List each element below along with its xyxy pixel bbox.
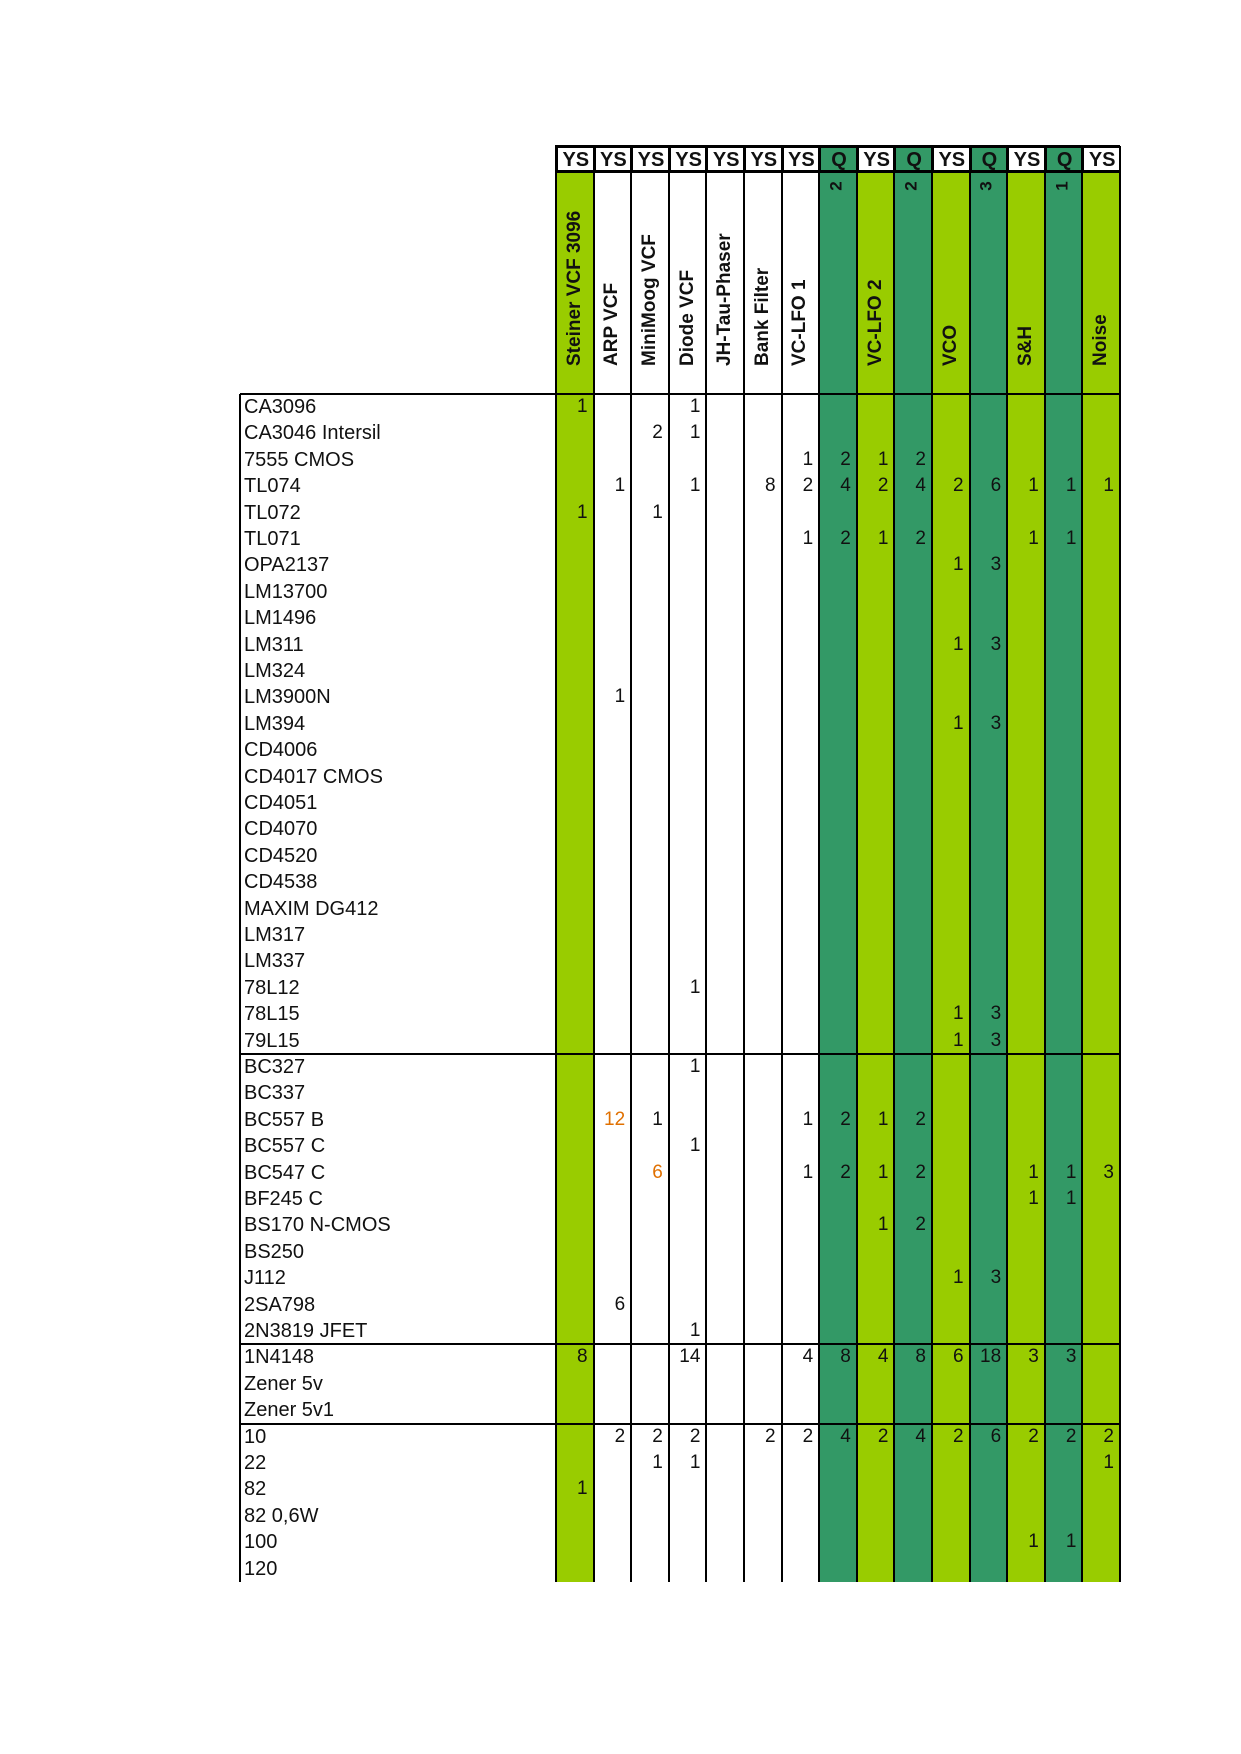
quantity-value: 1 — [652, 1452, 663, 1473]
component-label: LM1496 — [244, 607, 317, 630]
quantity-value: 2 — [915, 1161, 926, 1183]
quantity-value: 2 — [953, 1425, 964, 1447]
header-code-bottom-border — [555, 171, 1120, 173]
quantity-value: 1 — [1028, 1188, 1039, 1209]
component-label: LM394 — [244, 712, 306, 735]
quantity-value: 1 — [802, 1161, 814, 1183]
quantity-value: 6 — [953, 1346, 964, 1368]
quantity-value: 14 — [679, 1346, 701, 1368]
column-qty-label — [1052, 176, 1072, 196]
quantity-value: 2 — [802, 1425, 814, 1447]
column-name-cell — [631, 172, 669, 394]
component-label: LM3900N — [244, 686, 331, 709]
component-label: CD4051 — [244, 792, 318, 814]
column-name-cell — [594, 172, 632, 394]
column-name-label: ARP VCF — [601, 282, 623, 366]
quantity-value: 2 — [915, 1214, 926, 1236]
component-label: LM13700 — [244, 580, 328, 603]
component-label: 22 — [244, 1452, 267, 1474]
column-code-cell: YS — [1007, 146, 1045, 172]
quantity-value: 8 — [577, 1346, 588, 1368]
column-name-label: Noise — [1090, 314, 1112, 366]
quantity-value: 2 — [614, 1425, 626, 1447]
table-right-border — [1119, 146, 1121, 1582]
quantity-value: 4 — [915, 475, 926, 497]
component-label: 82 — [244, 1478, 267, 1501]
component-label: MAXIM DG412 — [244, 897, 379, 920]
column-name-label: Bank Filter — [751, 267, 773, 366]
quantity-value: 1 — [689, 396, 701, 417]
quantity-value: 1 — [877, 528, 889, 549]
quantity-value: 1 — [877, 1161, 889, 1183]
component-label: BS250 — [244, 1240, 305, 1263]
column-code-cell: Q — [970, 146, 1008, 172]
quantity-value: 6 — [990, 475, 1002, 497]
column-code-cell: YS — [556, 146, 594, 172]
quantity-value: 1 — [1028, 1531, 1039, 1553]
quantity-value: 1 — [652, 1108, 663, 1130]
quantity-value: 6 — [990, 1425, 1002, 1447]
quantity-value: 1 — [652, 501, 663, 523]
quantity-value: 1 — [1065, 1531, 1077, 1553]
quantity-value: 6 — [652, 1161, 663, 1183]
column-name-label: VCO — [939, 324, 961, 366]
quantity-value: 1 — [577, 501, 588, 523]
column-qty-value: 2 — [901, 181, 921, 191]
quantity-value: 3 — [1028, 1346, 1039, 1368]
quantity-value: 4 — [840, 1425, 851, 1447]
column-divider — [630, 146, 632, 1582]
column-code-cell: Q — [819, 146, 857, 172]
component-label: CA3046 Intersil — [244, 422, 381, 445]
component-label: BC557 B — [244, 1108, 325, 1131]
quantity-value: 3 — [990, 633, 1002, 655]
quantity-value: 8 — [840, 1346, 851, 1368]
column-name-cell — [1007, 172, 1045, 394]
quantity-value: 1 — [577, 1478, 588, 1500]
quantity-value: 1 — [1103, 475, 1114, 497]
column-name-label: JH-Tau-Phaser — [714, 233, 736, 366]
quantity-value: 2 — [953, 475, 964, 497]
column-name-cell — [706, 172, 744, 394]
column-code-cell: YS — [932, 146, 970, 172]
column-name-cell — [894, 172, 932, 394]
component-label: 10 — [244, 1425, 267, 1448]
quantity-value: 2 — [915, 528, 926, 549]
quantity-value: 1 — [1065, 475, 1077, 497]
quantity-value: 2 — [765, 1425, 776, 1447]
component-label: LM337 — [244, 950, 306, 973]
column-code-cell: YS — [1082, 146, 1120, 172]
quantity-value: 6 — [614, 1293, 626, 1315]
column-name-cell — [669, 172, 707, 394]
quantity-value: 4 — [802, 1346, 814, 1368]
quantity-value: 1 — [689, 1135, 701, 1157]
component-label: 79L15 — [244, 1029, 300, 1052]
column-name-cell — [1082, 172, 1120, 394]
quantity-value: 1 — [577, 396, 588, 417]
quantity-value: 1 — [802, 1108, 814, 1130]
quantity-value: 1 — [689, 475, 701, 497]
component-label: CD4520 — [244, 844, 318, 867]
quantity-value: 8 — [915, 1346, 926, 1368]
column-qty-value: 1 — [1052, 181, 1072, 191]
component-label: 1N4148 — [244, 1346, 315, 1369]
component-label: TL072 — [244, 501, 301, 524]
component-label: BC547 C — [244, 1161, 326, 1184]
quantity-value: 1 — [953, 1029, 964, 1051]
quantity-value: 2 — [652, 1425, 663, 1447]
quantity-value: 3 — [1103, 1161, 1114, 1183]
column-code-cell: YS — [857, 146, 895, 172]
quantity-value: 2 — [915, 1108, 926, 1130]
column-name-cell — [1045, 172, 1083, 394]
column-code-cell: YS — [594, 146, 632, 172]
quantity-value: 1 — [953, 633, 964, 655]
quantity-value: 1 — [689, 1056, 701, 1077]
component-label: TL071 — [244, 528, 301, 550]
column-name-cell — [556, 172, 594, 394]
component-label: 100 — [244, 1531, 278, 1554]
column-code-cell: YS — [744, 146, 782, 172]
label-left-border — [239, 394, 241, 1582]
quantity-value: 1 — [1028, 475, 1039, 497]
quantity-value: 3 — [990, 554, 1002, 576]
quantity-value: 2 — [689, 1425, 701, 1447]
quantity-value: 4 — [877, 1346, 889, 1368]
column-divider — [593, 146, 595, 1582]
quantity-value: 2 — [915, 448, 926, 470]
component-label: 2N3819 JFET — [244, 1320, 368, 1342]
component-label: CD4017 CMOS — [244, 765, 383, 788]
component-label: LM324 — [244, 660, 306, 682]
column-code-cell: YS — [669, 146, 707, 172]
column-qty-value: 2 — [826, 181, 846, 191]
column-code-cell: Q — [1045, 146, 1083, 172]
component-label: 120 — [244, 1557, 278, 1580]
quantity-value: 1 — [1065, 528, 1077, 549]
column-code-cell: Q — [894, 146, 932, 172]
component-label: 2SA798 — [244, 1293, 316, 1316]
quantity-value: 3 — [1065, 1346, 1077, 1368]
column-code-cell: YS — [631, 146, 669, 172]
component-label: Zener 5v — [244, 1372, 323, 1395]
quantity-value: 2 — [1103, 1425, 1114, 1447]
quantity-value: 1 — [802, 448, 814, 470]
quantity-value: 2 — [802, 475, 814, 497]
quantity-value: 3 — [990, 1267, 1002, 1289]
component-label: CD4070 — [244, 818, 318, 841]
quantity-value: 1 — [689, 1452, 701, 1473]
column-qty-label — [977, 176, 997, 196]
component-label: CA3096 — [244, 396, 317, 418]
component-label: LM317 — [244, 924, 306, 946]
component-label: 7555 CMOS — [244, 448, 355, 471]
quantity-value: 1 — [689, 976, 701, 998]
quantity-value: 3 — [990, 1003, 1002, 1025]
quantity-value: 8 — [765, 475, 776, 497]
column-name-label: Steiner VCF 3096 — [563, 210, 585, 366]
quantity-value: 1 — [953, 1003, 964, 1025]
column-name-cell — [857, 172, 895, 394]
column-code-cell: YS — [706, 146, 744, 172]
quantity-value: 1 — [1028, 1161, 1039, 1183]
quantity-value: 2 — [840, 1108, 851, 1130]
component-label: TL074 — [244, 475, 301, 498]
quantity-value: 1 — [877, 1108, 889, 1130]
quantity-value: 18 — [980, 1346, 1002, 1368]
component-label: J112 — [244, 1267, 286, 1290]
column-name-label: VC-LFO 2 — [864, 279, 886, 366]
quantity-value: 1 — [614, 686, 626, 708]
column-name-label: S&H — [1014, 325, 1036, 366]
quantity-value: 1 — [877, 1214, 889, 1236]
quantity-value: 2 — [1028, 1425, 1039, 1447]
quantity-value: 4 — [840, 475, 851, 497]
column-qty-label — [826, 176, 846, 196]
quantity-value: 1 — [1103, 1452, 1114, 1473]
column-code-cell: YS — [782, 146, 820, 172]
quantity-value: 1 — [953, 712, 964, 734]
quantity-value: 1 — [953, 554, 964, 576]
component-label: Zener 5v1 — [244, 1399, 335, 1422]
column-name-cell — [819, 172, 857, 394]
quantity-value: 2 — [877, 1425, 889, 1447]
component-label: 82 0,6W — [244, 1504, 319, 1527]
quantity-value: 1 — [1028, 528, 1039, 549]
quantity-value: 2 — [652, 422, 663, 444]
quantity-value: 2 — [840, 1161, 851, 1183]
quantity-value: 12 — [604, 1108, 626, 1130]
quantity-value: 3 — [990, 1029, 1002, 1051]
component-label: BC327 — [244, 1056, 306, 1078]
component-label: LM311 — [244, 633, 304, 656]
column-divider — [743, 146, 745, 1582]
component-label: CD4006 — [244, 739, 318, 762]
component-label: BC337 — [244, 1082, 306, 1105]
component-label: CD4538 — [244, 871, 318, 894]
quantity-value: 1 — [689, 1320, 701, 1341]
quantity-value: 1 — [1065, 1161, 1077, 1183]
column-name-label: VC-LFO 1 — [789, 279, 811, 366]
column-name-cell — [744, 172, 782, 394]
quantity-value: 1 — [877, 448, 889, 470]
component-label: 78L15 — [244, 1003, 300, 1026]
component-label: OPA2137 — [244, 554, 330, 577]
component-label: BF245 C — [244, 1188, 323, 1210]
quantity-value: 1 — [953, 1267, 964, 1289]
column-name-label: Diode VCF — [676, 269, 698, 366]
quantity-value: 1 — [1065, 1188, 1077, 1209]
column-divider — [1081, 146, 1083, 1582]
component-label: BC557 C — [244, 1135, 326, 1158]
quantity-value: 1 — [614, 475, 626, 497]
quantity-value: 2 — [840, 448, 851, 470]
column-qty-label — [901, 176, 921, 196]
column-name-cell — [782, 172, 820, 394]
quantity-value: 2 — [877, 475, 889, 497]
component-label: 78L12 — [244, 976, 300, 999]
quantity-value: 2 — [840, 528, 851, 549]
header-top-border — [555, 145, 1120, 147]
column-name-label: MiniMoog VCF — [638, 234, 660, 366]
quantity-value: 4 — [915, 1425, 926, 1447]
column-qty-value: 3 — [977, 181, 997, 191]
component-label: BS170 N-CMOS — [244, 1214, 391, 1237]
quantity-value: 2 — [1065, 1425, 1077, 1447]
column-divider — [705, 146, 707, 1582]
quantity-value: 1 — [802, 528, 814, 549]
quantity-value: 3 — [990, 712, 1002, 734]
quantity-value: 1 — [689, 422, 701, 444]
column-name-cell — [970, 172, 1008, 394]
column-name-cell — [932, 172, 970, 394]
